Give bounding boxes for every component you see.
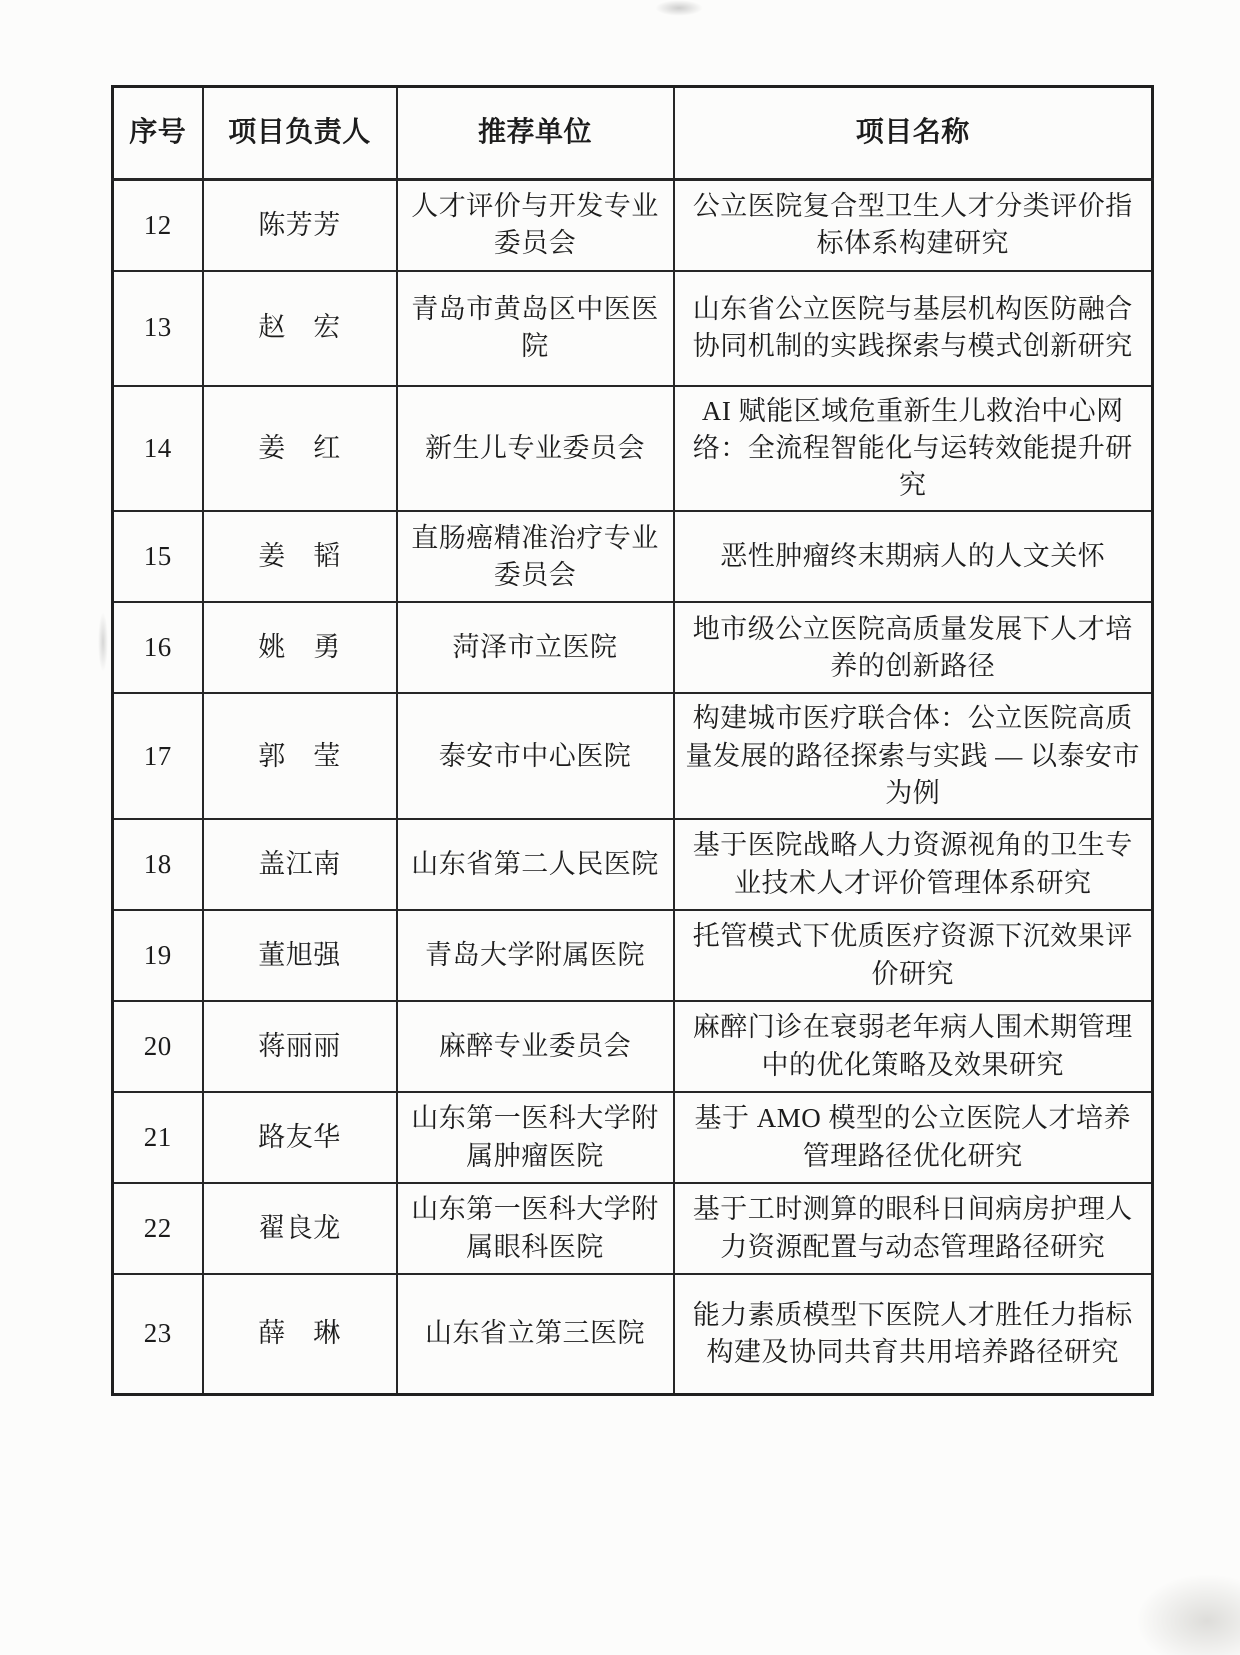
cell-index: 23: [113, 1274, 203, 1394]
cell-unit: 人才评价与开发专业委员会: [397, 180, 674, 271]
cell-unit: 直肠癌精准治疗专业委员会: [397, 511, 674, 602]
cell-title: 麻醉门诊在衰弱老年病人围术期管理中的优化策略及效果研究: [674, 1001, 1153, 1092]
cell-title: 基于工时测算的眼科日间病房护理人力资源配置与动态管理路径研究: [674, 1183, 1153, 1274]
col-header-unit: 推荐单位: [397, 87, 674, 180]
cell-leader: 赵 宏: [203, 271, 397, 386]
cell-index: 15: [113, 511, 203, 602]
cell-leader: 姜 红: [203, 386, 397, 512]
cell-title: 基于 AMO 模型的公立医院人才培养管理路径优化研究: [674, 1092, 1153, 1183]
cell-index: 19: [113, 910, 203, 1001]
table-row: [113, 1092, 1153, 1183]
cell-title: 基于医院战略人力资源视角的卫生专业技术人才评价管理体系研究: [674, 819, 1153, 910]
cell-title: 构建城市医疗联合体：公立医院高质量发展的路径探索与实践 — 以泰安市为例: [674, 693, 1153, 819]
cell-unit: 青岛市黄岛区中医医院: [397, 271, 674, 386]
table-row: [113, 602, 1153, 693]
table-row: [113, 386, 1153, 512]
table-row: [113, 819, 1153, 910]
table-header-row: [113, 87, 1153, 180]
col-header-index: 序号: [113, 87, 203, 180]
cell-index: 16: [113, 602, 203, 693]
cell-leader: 姚 勇: [203, 602, 397, 693]
cell-unit: 青岛大学附属医院: [397, 910, 674, 1001]
cell-title: 托管模式下优质医疗资源下沉效果评价研究: [674, 910, 1153, 1001]
cell-unit: 麻醉专业委员会: [397, 1001, 674, 1092]
cell-index: 20: [113, 1001, 203, 1092]
cell-unit: 泰安市中心医院: [397, 693, 674, 819]
cell-unit: 新生儿专业委员会: [397, 386, 674, 512]
cell-title: 能力素质模型下医院人才胜任力指标构建及协同共育共用培养路径研究: [674, 1274, 1153, 1394]
table-row: [113, 1001, 1153, 1092]
cell-index: 13: [113, 271, 203, 386]
col-header-title: 项目名称: [674, 87, 1153, 180]
cell-leader: 董旭强: [203, 910, 397, 1001]
project-list-table: [111, 85, 1154, 1396]
cell-leader: 郭 莹: [203, 693, 397, 819]
cell-title: 公立医院复合型卫生人才分类评价指标体系构建研究: [674, 180, 1153, 271]
col-header-leader: 项目负责人: [203, 87, 397, 180]
cell-title: 山东省公立医院与基层机构医防融合协同机制的实践探索与模式创新研究: [674, 271, 1153, 386]
cell-index: 22: [113, 1183, 203, 1274]
cell-unit: 山东省立第三医院: [397, 1274, 674, 1394]
cell-unit: 山东第一医科大学附属肿瘤医院: [397, 1092, 674, 1183]
table-row: [113, 180, 1153, 271]
table-row: [113, 693, 1153, 819]
cell-leader: 翟良龙: [203, 1183, 397, 1274]
cell-title: 恶性肿瘤终末期病人的人文关怀: [674, 511, 1153, 602]
cell-unit: 山东第一医科大学附属眼科医院: [397, 1183, 674, 1274]
cell-leader: 陈芳芳: [203, 180, 397, 271]
table-row: [113, 271, 1153, 386]
cell-leader: 盖江南: [203, 819, 397, 910]
cell-leader: 薛 琳: [203, 1274, 397, 1394]
cell-title: 地市级公立医院高质量发展下人才培养的创新路径: [674, 602, 1153, 693]
cell-leader: 蒋丽丽: [203, 1001, 397, 1092]
table-row: [113, 910, 1153, 1001]
scan-artifact: [1130, 1570, 1240, 1655]
cell-index: 17: [113, 693, 203, 819]
cell-index: 14: [113, 386, 203, 512]
cell-leader: 路友华: [203, 1092, 397, 1183]
cell-leader: 姜 韬: [203, 511, 397, 602]
cell-unit: 菏泽市立医院: [397, 602, 674, 693]
cell-index: 18: [113, 819, 203, 910]
scan-artifact: [655, 0, 703, 16]
cell-title: AI 赋能区域危重新生儿救治中心网络：全流程智能化与运转效能提升研究: [674, 386, 1153, 512]
scan-artifact: [98, 612, 108, 672]
cell-index: 12: [113, 180, 203, 271]
cell-unit: 山东省第二人民医院: [397, 819, 674, 910]
table-row: [113, 1183, 1153, 1274]
table-row: [113, 1274, 1153, 1394]
table-row: [113, 511, 1153, 602]
cell-index: 21: [113, 1092, 203, 1183]
